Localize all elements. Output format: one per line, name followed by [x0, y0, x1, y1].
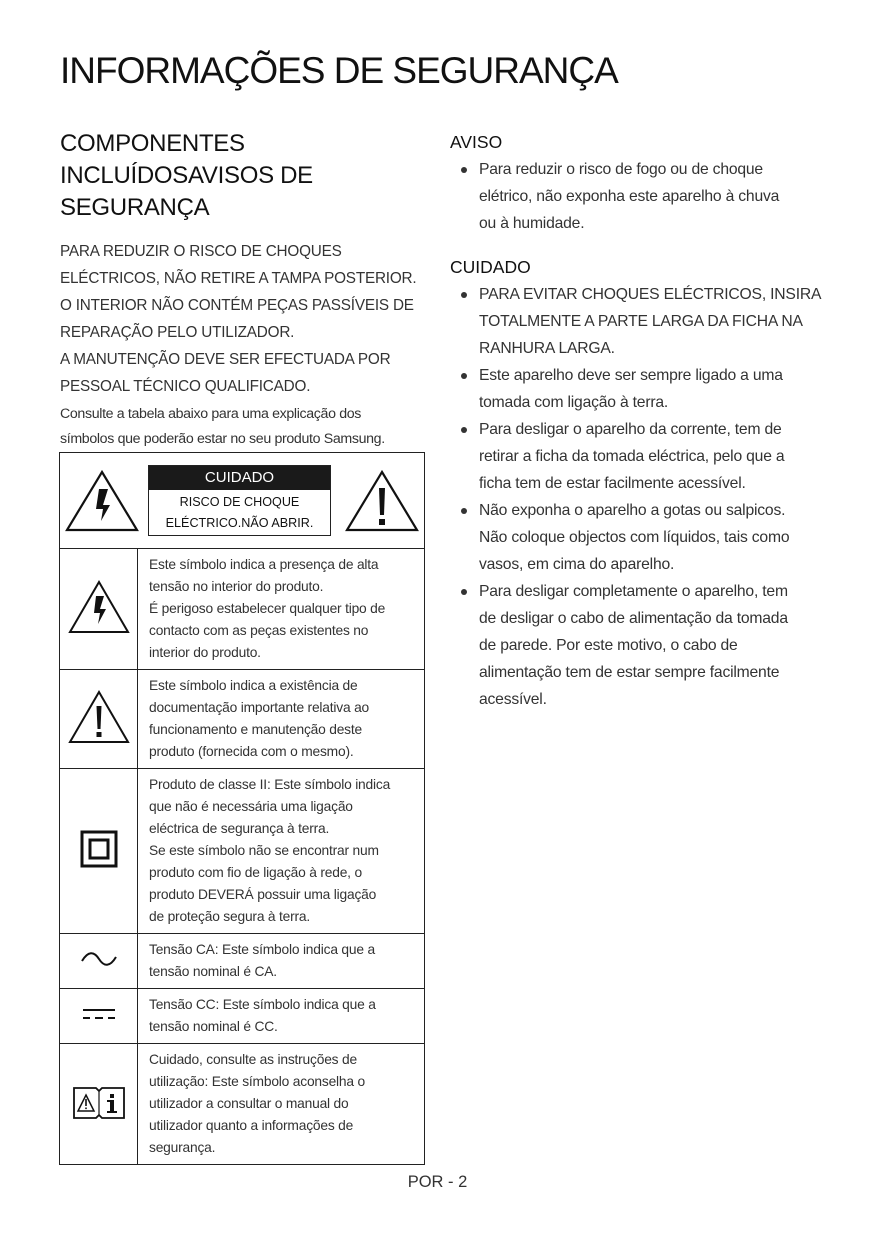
list-item-line: PARA EVITAR CHOQUES ELÉCTRICOS, INSIRA	[479, 286, 822, 303]
exclamation-warning-icon	[344, 469, 420, 533]
high-voltage-icon	[67, 579, 131, 635]
table-row	[60, 989, 425, 1044]
description-line: tensão nominal é CC.	[149, 1019, 278, 1034]
list-item	[450, 281, 822, 362]
description-line: produto DEVERÁ possuir uma ligação	[149, 887, 377, 902]
high-voltage-icon	[64, 469, 140, 533]
caution-label-box	[148, 465, 331, 536]
list-item-line: ou à humidade.	[479, 215, 585, 232]
bullet-dot	[461, 508, 467, 514]
description-line: utilizador a consultar o manual do	[149, 1096, 349, 1111]
description-line: eléctrica de segurança à terra.	[149, 821, 330, 836]
symbols-note	[60, 402, 428, 452]
symbol-description	[138, 989, 425, 1044]
list-item-line: Este aparelho deve ser sempre ligado a uma	[479, 367, 783, 384]
bullet-dot	[461, 292, 467, 298]
table-row	[60, 769, 425, 934]
caution-subtitle	[149, 490, 330, 534]
cuidado-list	[450, 281, 822, 713]
bullet-dot	[461, 373, 467, 379]
symbol-description	[138, 1044, 425, 1165]
description-line: Tensão CA: Este símbolo indica que a	[149, 942, 375, 957]
list-item	[450, 578, 822, 713]
bullet-dot	[461, 167, 467, 173]
list-item	[450, 416, 822, 497]
bullet-dot	[461, 589, 467, 595]
table-row	[60, 670, 425, 769]
description-line: tensão no interior do produto.	[149, 579, 324, 594]
bullet-dot	[461, 427, 467, 433]
description-line: contacto com as peças existentes no	[149, 623, 369, 638]
list-item	[450, 497, 822, 578]
description-line: de proteção segura à terra.	[149, 909, 311, 924]
list-item-line: elétrico, não exponha este aparelho à chuva	[479, 188, 780, 205]
list-item-line: Não coloque objectos com líquidos, tais como	[479, 529, 790, 546]
warning-line: O INTERIOR NÃO CONTÉM PEÇAS PASSÍVEIS DE	[60, 297, 414, 314]
cuidado-section	[450, 255, 822, 713]
table-row	[60, 934, 425, 989]
warning-line: A MANUTENÇÃO DEVE SER EFECTUADA POR	[60, 351, 391, 368]
warning-line: REPARAÇÃO PELO UTILIZADOR.	[60, 324, 295, 341]
left-column	[60, 128, 428, 452]
caution-sub-line: ELÉCTRICO.NÃO ABRIR.	[165, 516, 314, 530]
class-ii-double-square-icon	[80, 830, 118, 868]
list-item-line: Para reduzir o risco de fogo ou de choque	[479, 161, 763, 178]
description-line: Este símbolo indica a presença de alta	[149, 557, 379, 572]
list-item-line: ficha tem de estar facilmente acessível.	[479, 475, 746, 492]
description-line: Se este símbolo não se encontrar num	[149, 843, 379, 858]
description-line: utilização: Este símbolo aconselha o	[149, 1074, 365, 1089]
symbol-description	[138, 934, 425, 989]
list-item-line: de parede. Por este motivo, o cabo de	[479, 637, 738, 654]
caution-header-cell	[60, 453, 425, 549]
description-line: Este símbolo indica a existência de	[149, 678, 358, 693]
caution-sub-line: RISCO DE CHOQUE	[179, 495, 300, 509]
table-row	[60, 549, 425, 670]
table-row	[60, 1044, 425, 1165]
list-item-line: acessível.	[479, 691, 547, 708]
description-line: produto com fio de ligação à rede, o	[149, 865, 362, 880]
symbols-table	[59, 452, 425, 1165]
warning-line: ELÉCTRICOS, NÃO RETIRE A TAMPA POSTERIOR.	[60, 270, 417, 287]
list-item-line: Para desligar o aparelho da corrente, tem de	[479, 421, 782, 438]
description-line: Tensão CC: Este símbolo indica que a	[149, 997, 376, 1012]
symbol-description	[138, 769, 425, 934]
list-item-line: Não exponha o aparelho a gotas ou salpicos.	[479, 502, 786, 519]
description-line: documentação importante relativa ao	[149, 700, 370, 715]
note-line: símbolos que poderão estar no seu produto Samsung.	[60, 431, 385, 447]
description-line: produto (fornecida com o mesmo).	[149, 744, 354, 759]
aviso-list	[450, 156, 822, 237]
ac-sine-wave-icon	[80, 949, 118, 969]
warning-line: PARA REDUZIR O RISCO DE CHOQUES	[60, 243, 342, 260]
list-item-line: RANHURA LARGA.	[479, 340, 615, 357]
list-item	[450, 156, 822, 237]
heading-line: SEGURANÇA	[60, 194, 210, 221]
symbol-description	[138, 670, 425, 769]
description-line: funcionamento e manutenção deste	[149, 722, 362, 737]
description-line: segurança.	[149, 1140, 216, 1155]
section-heading-components	[60, 128, 428, 224]
description-line: que não é necessária uma ligação	[149, 799, 353, 814]
consult-manual-icon	[72, 1084, 126, 1120]
description-line: É perigoso estabelecer qualquer tipo de	[149, 601, 386, 616]
list-item-line: TOTALMENTE A PARTE LARGA DA FICHA NA	[479, 313, 803, 330]
list-item	[450, 362, 822, 416]
symbol-description	[138, 549, 425, 670]
page-number: POR - 2	[407, 1173, 468, 1191]
list-item-line: de desligar o cabo de alimentação da tomada	[479, 610, 788, 627]
description-line: interior do produto.	[149, 645, 261, 660]
list-item-line: alimentação tem de estar sempre facilmente	[479, 664, 780, 681]
page-title: INFORMAÇÕES DE SEGURANÇA	[60, 50, 618, 91]
dc-voltage-icon	[81, 1006, 117, 1022]
safety-warning-paragraph	[60, 238, 428, 400]
description-line: tensão nominal é CA.	[149, 964, 277, 979]
heading-line: COMPONENTES	[60, 130, 245, 157]
description-line: utilizador quanto a informações de	[149, 1118, 354, 1133]
cuidado-heading: CUIDADO	[450, 257, 531, 277]
list-item-line: Para desligar completamente o aparelho, tem	[479, 583, 788, 600]
list-item-line: tomada com ligação à terra.	[479, 394, 669, 411]
list-item-line: retirar a ficha da tomada eléctrica, pelo que a	[479, 448, 785, 465]
heading-line: INCLUÍDOSAVISOS DE	[60, 162, 313, 189]
description-line: Produto de classe II: Este símbolo indica	[149, 777, 391, 792]
aviso-heading: AVISO	[450, 132, 503, 152]
warning-line: PESSOAL TÉCNICO QUALIFICADO.	[60, 378, 311, 395]
list-item-line: vasos, em cima do aparelho.	[479, 556, 675, 573]
right-column	[450, 130, 822, 713]
exclamation-warning-icon	[67, 689, 131, 745]
caution-title: CUIDADO	[149, 466, 330, 490]
note-line: Consulte a tabela abaixo para uma explicação dos	[60, 406, 362, 422]
description-line: Cuidado, consulte as instruções de	[149, 1052, 357, 1067]
